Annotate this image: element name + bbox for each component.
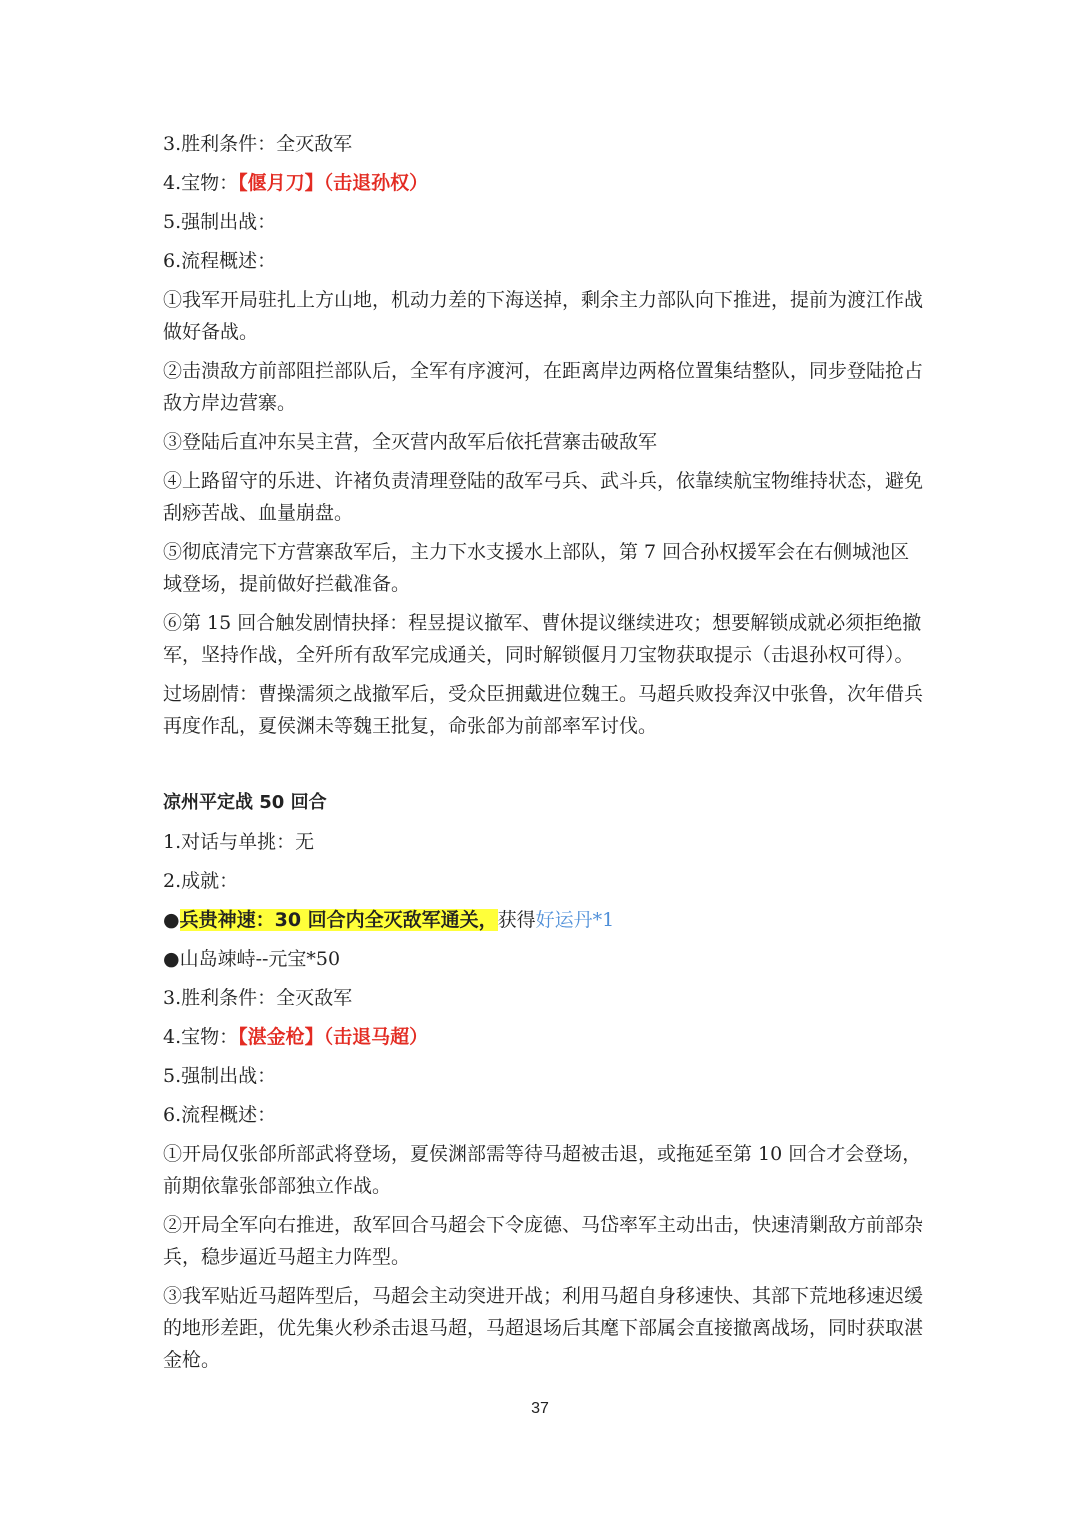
- flow-step-1-2: ②击溃敌方前部阻拦部队后，全军有序渡河，在距离岸边两格位置集结整队，同步登陆抢占敌方岸边营寨。: [163, 360, 924, 414]
- section-gap: [163, 749, 923, 787]
- flow-step-1-4: ④上路留守的乐进、许褚负责清理登陆的敌军弓兵、武斗兵，依靠续航宝物维持状态，避免刮痧苦战、血量崩盘。: [163, 470, 924, 524]
- flow-title-1: 6.流程概述：: [163, 250, 277, 272]
- page-content: [163, 128, 923, 1383]
- treasure-prefix-1: 4.宝物：: [163, 172, 239, 194]
- stage-title: 凉州平定战 50 回合: [163, 792, 327, 813]
- treasure-name-1: 【偃月刀】（击退孙权）: [238, 172, 429, 194]
- achievement-item-1: [163, 904, 923, 936]
- forced-sortie-2: 5.强制出战：: [163, 1065, 277, 1087]
- victory-condition-2: 3.胜利条件：全灭敌军: [163, 987, 353, 1009]
- forced-sortie-1: 5.强制出战：: [163, 211, 277, 233]
- treasure-prefix-2: 4.宝物：: [163, 1026, 239, 1048]
- flow-step-1-1: ①我军开局驻扎上方山地，机动力差的下海送掉，剩余主力部队向下推进，提前为渡江作战做好备战。: [163, 289, 924, 343]
- reward-prefix: 获得: [497, 909, 536, 931]
- dialogue-line: 1.对话与单挑：无: [163, 831, 315, 853]
- flow-step-1-3: ③登陆后直冲东吴主营，全灭营内敌军后依托营寨击破敌军: [163, 431, 658, 453]
- treasure-line-1: [163, 167, 923, 199]
- treasure-line-2: [163, 1021, 923, 1053]
- flow-title-2: 6.流程概述：: [163, 1104, 277, 1126]
- flow-step-1-5: ⑤彻底清完下方营寨敌军后，主力下水支援水上部队，第 7 回合孙权援军会在右侧城池区域登场，提前做好拦截准备。: [163, 541, 910, 595]
- flow-step-2-3: ③我军贴近马超阵型后，马超会主动突进开战；利用马超自身移速快、其部下荒地移速迟缓的地形差距，优先集火秒杀击退马超，马超退场后其麾下部属会直接撤离战场，同时获取湛金枪。: [163, 1285, 924, 1371]
- page-number: 37: [531, 1400, 549, 1417]
- cutscene-text: 过场剧情：曹操濡须之战撤军后，受众臣拥戴进位魏王。马超兵败投奔汉中张鲁，次年借兵再度作乱，夏侯渊未等魏王批复，命张郃为前部率军讨伐。: [163, 683, 924, 737]
- treasure-name-2: 【湛金枪】（击退马超）: [238, 1026, 429, 1048]
- flow-step-2-2: ②开局全军向右推进，敌军回合马超会下令庞德、马岱率军主动出击，快速清剿敌方前部杂兵，稳步逼近马超主力阵型。: [163, 1214, 924, 1268]
- flow-step-2-1: ①开局仅张郃所部武将登场，夏侯渊部需等待马超被击退，或拖延至第 10 回合才会登场，前期依靠张郃部独立作战。: [163, 1143, 922, 1197]
- flow-step-1-6: ⑥第 15 回合触发剧情抉择：程昱提议撤军、曹休提议继续进攻；想要解锁成就必须拒绝撤军，坚持作战，全歼所有敌军完成通关，同时解锁偃月刀宝物获取提示（击退孙权可得）。: [163, 612, 922, 666]
- bullet-icon: ●: [163, 909, 180, 931]
- victory-condition-1: 3.胜利条件：全灭敌军: [163, 133, 353, 155]
- achievements-title: 2.成就：: [163, 870, 239, 892]
- achievement-highlight: 兵贵神速：30 回合内全灭敌军通关，: [179, 909, 498, 931]
- reward-link[interactable]: 好运丹*1: [535, 909, 615, 931]
- achievement-item-2: ●山岛竦峙--元宝*50: [163, 948, 341, 970]
